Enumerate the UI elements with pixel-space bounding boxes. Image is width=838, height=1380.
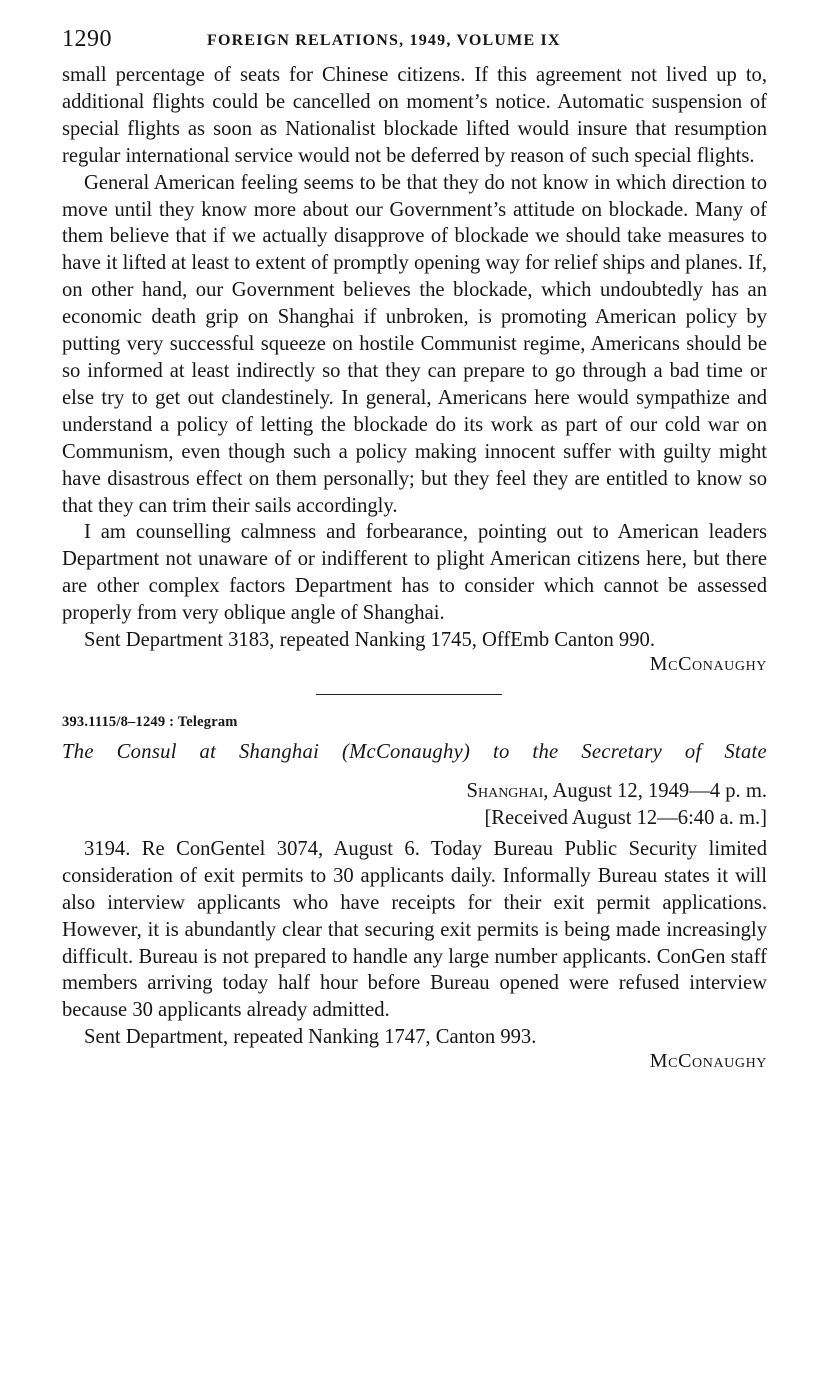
running-head (62, 22, 767, 58)
paragraph: small percentage of seats for Chinese citizens. If this agreement not lived up to, additional flights could be cancelled on moment’s notice. Automatic suspension of special flights as soon as Nationalist blockade lifted would insure that resumption regular international service would not be deferred by reason of such special flights. (62, 64, 767, 167)
dateline-place: Shanghai, (466, 779, 549, 802)
dateline (62, 778, 767, 805)
page-number: 1290 (62, 26, 112, 52)
running-title: FOREIGN RELATIONS, 1949, VOLUME IX (207, 32, 561, 49)
paragraph: Sent Department 3183, repeated Nanking 1745, OffEmb Canton 990. (84, 629, 655, 652)
signature: McConaughy (649, 1050, 767, 1073)
paragraph: Sent Department, repeated Nanking 1747, Canton 993. (84, 1026, 537, 1049)
dateline-date: August 12, 1949—4 p. m. (552, 779, 767, 802)
paragraph: 3194. Re ConGentel 3074, August 6. Today Bureau Public Security limited consideration of exit permits to 30 applicants daily. Informally Bureau states it will also interview applicants who have receipts for their exit permit applications. However, it is abundantly clear that securing exit permits is being made increasingly difficult. Bureau is not prepared to handle any large number applicants. ConGen staff members arriving today half hour before Bureau opened were refused interview because 30 applicants already admitted. (62, 837, 767, 1022)
signature: McConaughy (649, 652, 767, 675)
file-number: 393.1115/8–1249 : Telegram (62, 713, 238, 730)
section-divider (316, 694, 502, 695)
received-line: [Received August 12—6:40 a. m.] (484, 806, 767, 829)
document-page (62, 22, 767, 1073)
paragraph: I am counselling calmness and forbearance, pointing out to American leaders Department not unaware of or indifferent to plight American citizens here, but there are other complex factors Department has to consider which cannot be assessed properly from very oblique angle of Shanghai. (62, 521, 767, 625)
paragraph: General American feeling seems to be that they do not know in which direction to move until they know more about our Government’s attitude on blockade. Many of them believe that if we actually disapprove of blockade we should take measures to have it lifted at least to extent of promptly opening way for relief ships and planes. If, on other hand, our Government believes the blockade, which undoubtedly has an economic death grip on Shanghai if unbroken, is promoting American policy by putting very successful squeeze on hostile Communist regime, Americans should be so informed at least indirectly so that they can prepare to go through a bad time or else try to get out clandestinely. In general, Americans here would sympathize and understand a policy of letting the blockade do its work as part of our cold war on Communism, even though such a policy making innocent suffer with guilty might have disastrous effect on them personally; but they feel they are entitled to know so that they can trim their sails accordingly. (62, 171, 767, 517)
document-title: The Consul at Shanghai (McConaughy) to the Secretary of State (62, 740, 767, 763)
